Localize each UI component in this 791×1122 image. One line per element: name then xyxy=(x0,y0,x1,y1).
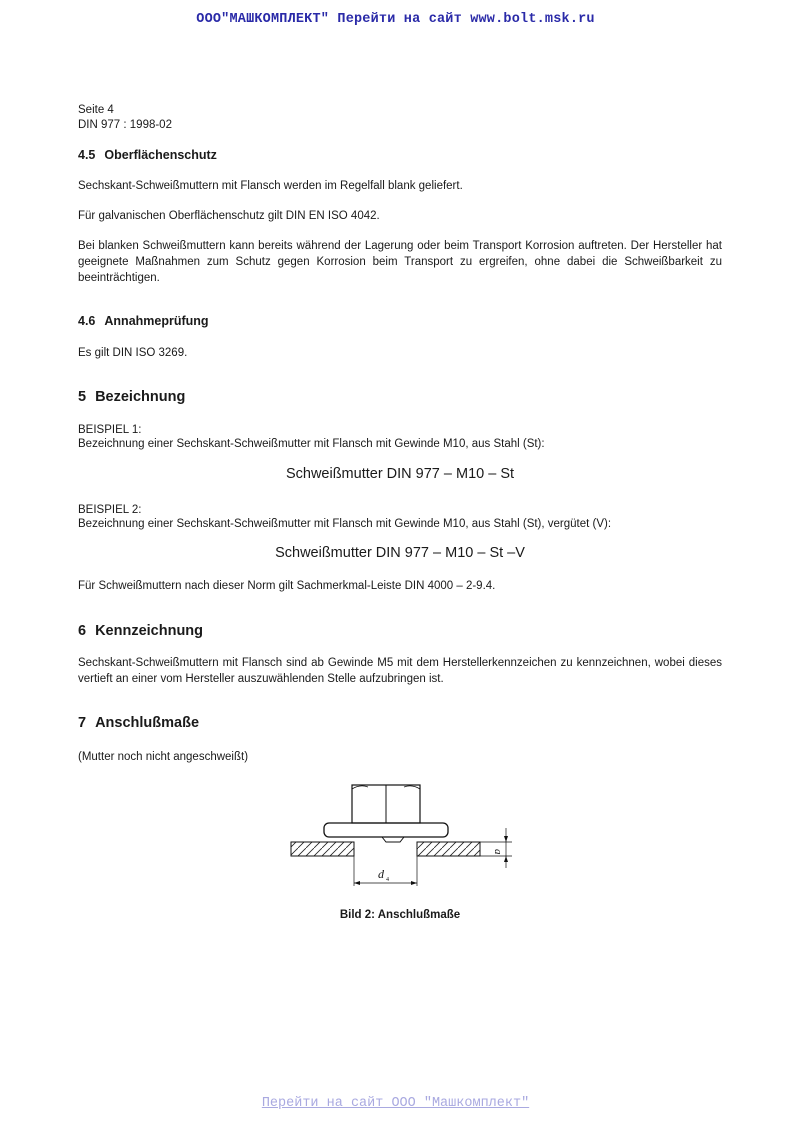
example-label: BEISPIEL 2: xyxy=(78,504,142,516)
dimension-a xyxy=(492,828,508,868)
designation-example: Schweißmutter DIN 977 – M10 – St –V xyxy=(275,545,525,561)
heading-number: 7 xyxy=(78,715,87,731)
paragraph: Bezeichnung einer Sechskant-Schweißmutter mit Flansch mit Gewinde M10, aus Stahl (St), vergütet (V): xyxy=(78,518,612,530)
paragraph: Sechskant-Schweißmuttern mit Flansch sind ab Gewinde M5 mit dem Herstellerkennzeichen zu kennzeichnen, wobei dieses vertieft an einer vom Hersteller auszuwählenden Stelle aufzubringen ist. xyxy=(78,657,722,685)
dimension-d4 xyxy=(354,856,417,886)
heading-number: 5 xyxy=(78,389,87,405)
page-number: Seite 4 xyxy=(78,104,114,116)
heading-title: Kennzeichnung xyxy=(95,623,204,639)
standard-id: DIN 977 : 1998-02 xyxy=(78,119,172,131)
heading-title: Oberflächenschutz xyxy=(104,148,217,162)
paragraph: (Mutter noch nicht angeschweißt) xyxy=(78,751,249,763)
paragraph: Es gilt DIN ISO 3269. xyxy=(78,347,188,359)
heading-number: 6 xyxy=(78,623,87,639)
a-label: a xyxy=(492,849,504,855)
flange xyxy=(324,823,448,842)
paragraph: Für galvanischen Oberflächenschutz gilt DIN EN ISO 4042. xyxy=(78,210,380,222)
heading-number: 4.6 xyxy=(78,314,96,328)
paragraph: Für Schweißmuttern nach dieser Norm gilt Sachmerkmal-Leiste DIN 4000 – 2-9.4. xyxy=(78,580,496,592)
d4-label: d xyxy=(378,867,384,881)
heading-4-6 xyxy=(78,314,722,328)
designation-example: Schweißmutter DIN 977 – M10 – St xyxy=(285,466,515,482)
example-label: BEISPIEL 1: xyxy=(78,424,142,436)
d4-subscript: 4 xyxy=(386,877,389,883)
heading-7 xyxy=(78,715,722,731)
heading-title: Bezeichnung xyxy=(95,389,186,405)
footer-site-link[interactable]: Перейти на сайт ООО "Машкомплект" xyxy=(261,1096,530,1111)
figure-caption: Bild 2: Anschlußmaße xyxy=(339,909,461,921)
hex-body xyxy=(352,785,420,823)
weld-nut-drawing xyxy=(290,784,520,892)
heading-number: 4.5 xyxy=(78,148,96,162)
site-banner: ООО"МАШКОМПЛЕКТ" Перейти на сайт www.bolt.msk.ru xyxy=(196,12,595,27)
paragraph: Sechskant-Schweißmuttern mit Flansch werden im Regelfall blank geliefert. xyxy=(78,180,463,192)
sheet-plate xyxy=(291,842,512,856)
heading-4-5 xyxy=(78,148,722,162)
paragraph: Bezeichnung einer Sechskant-Schweißmutter mit Flansch mit Gewinde M10, aus Stahl (St): xyxy=(78,438,545,450)
heading-title: Anschlußmaße xyxy=(95,715,200,731)
heading-title: Annahmeprüfung xyxy=(104,314,209,328)
heading-5 xyxy=(78,389,722,405)
paragraph: Bei blanken Schweißmuttern kann bereits während der Lagerung oder beim Transport Korrosion auftreten. Der Hersteller hat geeignete Maßnahmen zum Schutz gegen Korrosion beim Transport zu ergreifen, ohne dabei die Schweißbarkeit zu beeinträchtigen. xyxy=(78,240,722,284)
page-header xyxy=(78,103,722,133)
heading-6 xyxy=(78,623,722,639)
